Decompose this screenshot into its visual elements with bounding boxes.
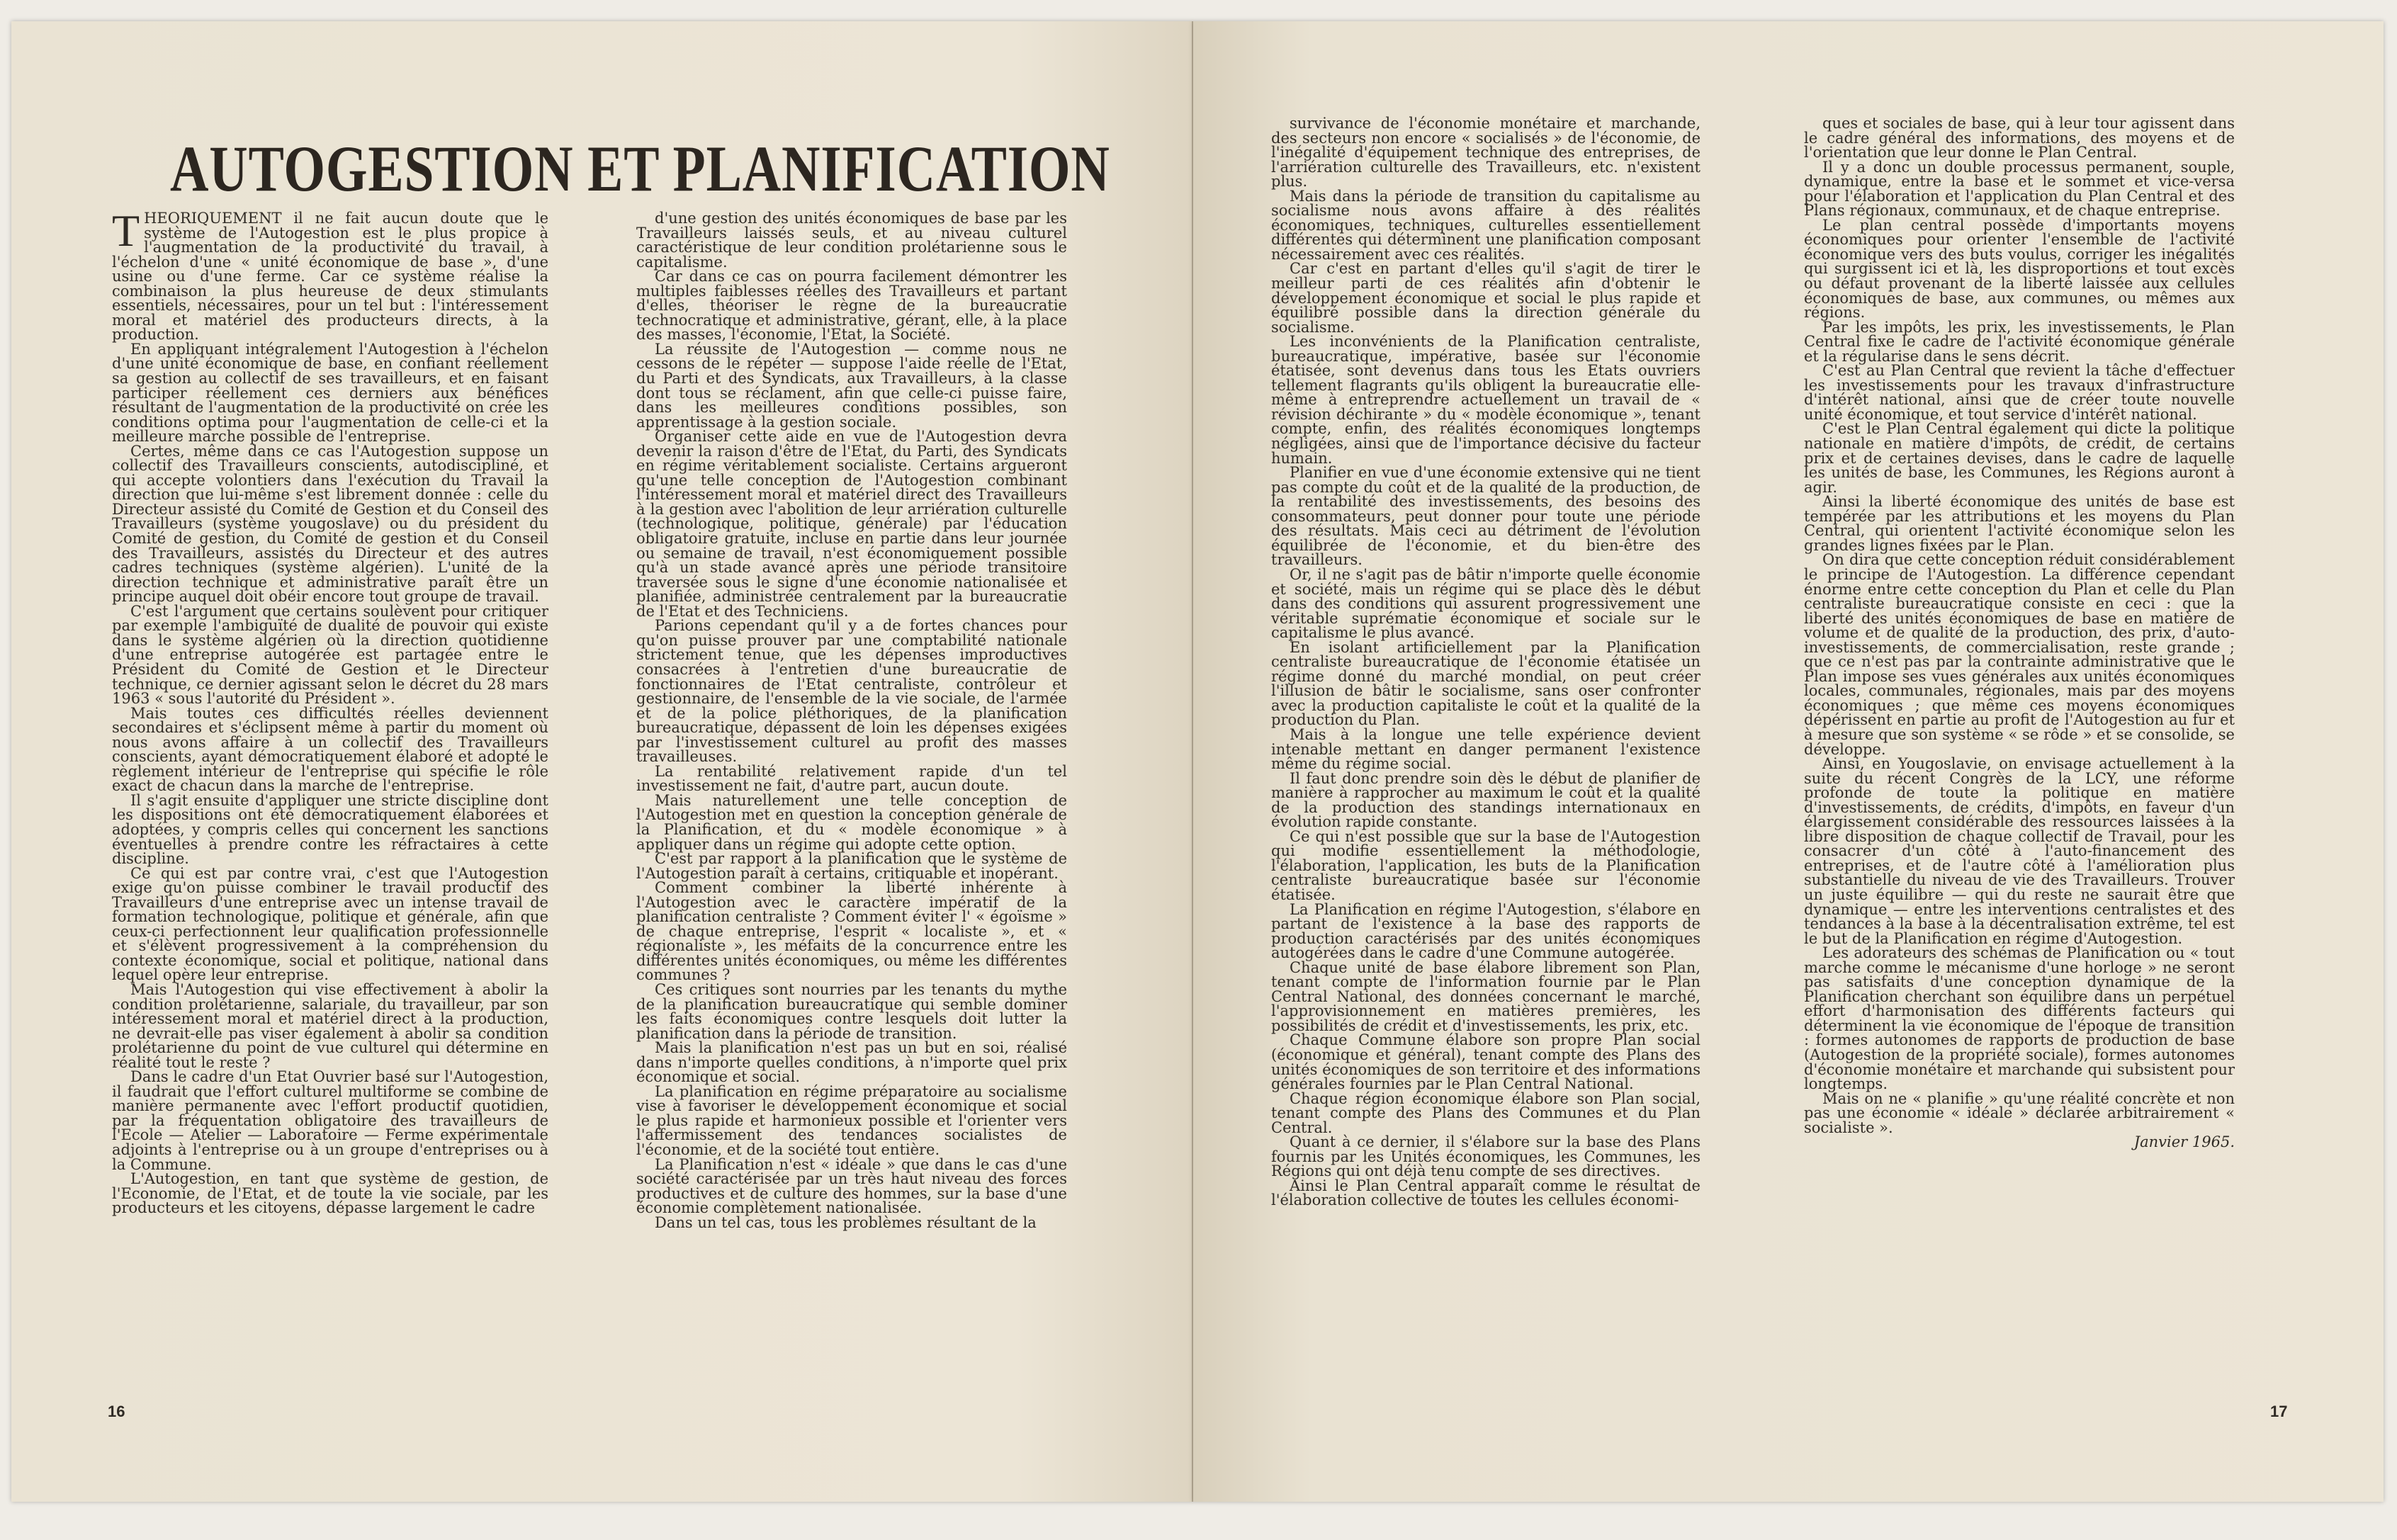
- paragraph: ques et sociales de base, qui à leur tour agissent dans le cadre général des informations, des moyens et de l'orientation que leur donne le Plan Central.: [1804, 115, 2235, 162]
- paragraph: L'Autogestion, en tant que système de gestion, de l'Economie, de l'Etat, et de toute la vie sociale, par les producteurs et les citoyens, dépasse largement le cadre: [112, 1170, 548, 1217]
- paragraph: On dira que cette conception réduit considérablement le principe de l'Autogestion. La différence cependant énorme entre cette conception du Plan et celle du Plan centraliste bureaucratique consiste en ceci : que la liberté des unités économiques de base en matière de volume et de qualité de la production, des prix, d'auto-investissements, de commercialisation, reste grande ; que ce n'est pas par la contrainte administrative que le Plan impose ses vues générales aux unités économiques locales, communales, régionales, mais par des moyens économiques ; que même ces moyens économiques dépérissent en partie au profit de l'Autogestion au fur et à mesure que son système « se rôde » et se consolide, se développe.: [1804, 551, 2235, 758]
- paragraph: Comment combiner la liberté inhérente à l'Autogestion avec le caractère impératif de la planification centraliste ? Comment éviter l' « égoïsme » de chaque entreprise, l'esprit « localiste », et « régionaliste », les méfaits de la concurrence entre les différentes unités économiques, ou même les différentes communes ?: [636, 879, 1067, 984]
- paragraph: Certes, même dans ce cas l'Autogestion suppose un collectif des Travailleurs conscients, autodiscipliné, et qui accepte volontiers dans l'exécution du Travail la direction que lui-même s'est librement donnée : celle du Directeur assisté du Comité de Gestion et du Conseil des Travailleurs (système yougoslave) ou du président du Comité de gestion, du Comité de gestion et du Conseil des Travailleurs, assistés du Directeur et des autres cadres techniques (système algérien). L'unité de la direction technique et administrative paraît être un principe auquel doit obéir encore tout groupe de travail.: [112, 442, 548, 606]
- paragraph: Organiser cette aide en vue de l'Autogestion devra devenir la raison d'être de l'Etat, du Parti, des Syndicats en régime véritablement socialiste. Certains argueront qu'une telle conception de l'Autogestion combinant l'intéressement moral et matériel direct des Travailleurs à la gestion avec l'abolition de leur arriération culturelle (technologique, politique, générale) par l'éducation obligatoire gratuite, incluse en partie dans leur journée ou semaine de travail, n'est économiquement possible qu'à un stade avancé après une période transitoire traversée sous le signe d'une économie nationalisée et planifiée, administrée centralement par la bureaucratie de l'Etat et des Techniciens.: [636, 428, 1067, 620]
- paragraph: d'une gestion des unités économiques de base par les Travailleurs laissés seuls, et au niveau culturel caractéristique de leur condition prolétarienne sous le capitalisme.: [636, 210, 1067, 271]
- paragraph: En appliquant intégralement l'Autogestion à l'échelon d'une unité économique de base, en confiant réellement sa gestion au collectif de ses travailleurs, et en faisant participer réellement ces derniers aux bénéfices résultant de l'augmentation de la productivité on crée les conditions optima pour l'augmentation de celle-ci et la meilleure marche possible de l'entreprise.: [112, 340, 548, 446]
- paragraph: Mais naturellement une telle conception de l'Autogestion met en question la conception générale de la Planification, et du « modèle économique » à appliquer dans un régime qui adopte cette option.: [636, 791, 1067, 853]
- paragraph: Ces critiques sont nourries par les tenants du mythe de la planification bureaucratique qui semble dominer les faits économiques contre lesquels doit lutter la planification dans la période de transition.: [636, 980, 1067, 1042]
- paragraph: Planifier en vue d'une économie extensive qui ne tient pas compte du coût et de la qualité de la production, de la rentabilité des investissements, des besoins des consommateurs, peut donner pour toute une période des résultats. Mais ceci au détriment de l'évolution équilibrée de l'économie, et du bien-être des travailleurs.: [1271, 464, 1701, 569]
- paragraph: Chaque Commune élabore son propre Plan social (économique et général), tenant compte des Plans des unités économiques de son territoire et des informations générales fournies par le Plan Central National.: [1271, 1031, 1701, 1093]
- paragraph: Ce qui est par contre vrai, c'est que l'Autogestion exige qu'on puisse combiner le travail productif des Travailleurs d'une entreprise avec un intense travail de formation technologique, politique et générale, afin que ceux-ci perfectionnent leur qualification professionnelle et s'élèvent progressivement à la compréhension du contexte économique, social et politique, national dans lequel opère leur entreprise.: [112, 864, 548, 984]
- paragraph: C'est au Plan Central que revient la tâche d'effectuer les investissements pour les travaux d'infrastructure d'intérêt national, ainsi que de créer toute nouvelle unité économique, et tout service d'intérêt national.: [1804, 362, 2235, 423]
- column-3: [1271, 116, 1701, 1208]
- paragraph: Mais dans la période de transition du capitalisme au socialisme nous avons affaire à des réalités économiques, techniques, culturelles essentiellement différentes qui déterminent une planification composant nécessairement avec ces réalités.: [1271, 187, 1701, 263]
- paragraph: Parions cependant qu'il y a de fortes chances pour qu'on puisse prouver par une comptabilité nationale strictement tenue, que les dépenses improductives consacrées à l'entretien d'une bureaucratie de fonctionnaires de l'Etat centraliste, contrôleur et gestionnaire, de l'ensemble de la vie sociale, de l'armée et de la police pléthoriques, de la planification bureaucratique, dépassent de loin les dépenses exigées par l'investissement culturel au profit des masses travailleuses.: [636, 617, 1067, 766]
- column-1: [112, 205, 548, 1217]
- paragraph: [112, 205, 548, 344]
- paragraph: survivance de l'économie monétaire et marchande, des secteurs non encore « socialisés » de l'économie, de l'inégalité d'équipement technique des entreprises, de l'arriération culturelle des Travailleurs, etc. n'existent plus.: [1271, 115, 1701, 191]
- paragraph: La Planification n'est « idéale » que dans le cas d'une société caractérisée par un très haut niveau des forces productives et de culture des hommes, sur la base d'une économie complètement nationalisée.: [636, 1155, 1067, 1217]
- paragraph: Le plan central possède d'importants moyens économiques pour orienter l'ensemble de l'activité économique vers des buts voulus, corriger les inégalités qui surgissent ici et là, les disproportions et tout excès ou défaut provenant de la liberté laissée aux cellules économiques de base, aux communes, ou mêmes aux régions.: [1804, 216, 2235, 322]
- drop-cap: T: [112, 205, 140, 256]
- signature-date: Janvier 1965.: [2133, 1133, 2235, 1151]
- page-number-left: 16: [108, 1403, 125, 1420]
- paragraph: Mais on ne « planifie » qu'une réalité concrète et non pas une économie « idéale » déclarée arbitrairement « socialiste ».: [1804, 1089, 2235, 1136]
- paragraph: En isolant artificiellement par la Planification centraliste bureaucratique de l'économie étatisée un régime donné du marché mondial, on peut créer l'illusion de bâtir le socialisme, sans oser confronter avec la production capitaliste le coût et la qualité de la production du Plan.: [1271, 638, 1701, 729]
- page-right: [1193, 21, 2384, 1502]
- paragraph: La Planification en régime l'Autogestion, s'élabore en partant de l'existence à la base des rapports de production caractérisés par des unités économiques autogérées dans le cadre d'une Commune autogérée.: [1271, 900, 1701, 962]
- page-left: [11, 21, 1193, 1502]
- paragraph: Car dans ce cas on pourra facilement démontrer les multiples faiblesses réelles des Travailleurs et partant d'elles, théoriser le règne de la bureaucratie technocratique et administrative, gérant, elle, à la place des masses, l'économie, l'Etat, la Société.: [636, 268, 1067, 344]
- paragraph: Les adorateurs des schémas de Planification ou « tout marche comme le mécanisme d'une horloge » ne seront pas satisfaits d'une conception dynamique de la Planification cherchant son équilibre dans un perpétuel effort d'harmonisation des différents facteurs qui déterminent la vie économique de l'époque de transition : formes autonomes de rapports de production de base (Autogestion de la propriété sociale), formes autonomes d'économie monétaire et marchande qui subsistent pour longtemps.: [1804, 944, 2235, 1093]
- paragraph: C'est par rapport à la planification que le système de l'Autogestion paraît à certains, critiquable et inopérant.: [636, 850, 1067, 882]
- paragraph: Ainsi la liberté économique des unités de base est tempérée par les attributions et les moyens du Plan Central, qui orientent l'activité économique selon les grandes lignes fixées par le Plan.: [1804, 493, 2235, 554]
- paragraph: Mais l'Autogestion qui vise effectivement à abolir la condition prolétarienne, salariale, du travailleur, par son intéressement moral et matériel direct à la production, ne devrait-elle pas viser également à abolir sa condition prolétarienne du point de vue culturel qui détermine en réalité tout le reste ?: [112, 980, 548, 1071]
- paragraph: C'est le Plan Central également qui dicte la politique nationale en matière d'impôts, de crédit, de certains prix et de certaines devises, dans le cadre de laquelle les unités de base, les Communes, les Régions auront à agir.: [1804, 420, 2235, 496]
- paragraph: La réussite de l'Autogestion — comme nous ne cessons de le répéter — suppose l'aide réelle de l'Etat, du Parti et des Syndicats, aux Travailleurs, à la classe dont tous se réclament, afin que celle-ci puisse faire, dans les meilleures conditions possibles, son apprentissage à la gestion sociale.: [636, 340, 1067, 431]
- page-number-right: 17: [2270, 1403, 2288, 1420]
- paragraph: C'est l'argument que certains soulèvent pour critiquer par exemple l'ambiguïté de dualité de pouvoir qui existe dans le système algérien où la direction quotidienne d'une entreprise autogérée est partagée entre le Président du Comité de Gestion et le Directeur technique, ce dernier agissant selon le décret du 28 mars 1963 « sous l'autorité du Président ».: [112, 602, 548, 708]
- paragraph: La planification en régime préparatoire au socialisme vise à favoriser le développement économique et social le plus rapide et harmonieux possible et l'orienter vers l'affermissement des tendances socialistes de l'économie, et de la société tout entière.: [636, 1082, 1067, 1158]
- paragraph: Car c'est en partant d'elles qu'il s'agit de tirer le meilleur parti de ces réalités afin d'obtenir le développement économique et social le plus rapide et équilibré possible dans la direction générale du socialisme.: [1271, 260, 1701, 336]
- paragraph: Ainsi le Plan Central apparaît comme le résultat de l'élaboration collective de toutes les cellules économi-: [1271, 1177, 1701, 1209]
- paragraph: La rentabilité relativement rapide d'un tel investissement ne fait, d'autre part, aucun doute.: [636, 762, 1067, 795]
- paragraph: Les inconvénients de la Planification centraliste, bureaucratique, impérative, basée sur l'économie étatisée, sont devenus dans tous les Etats ouvriers tellement flagrants qu'ils obligent la bureaucratie elle-même à entreprendre actuellement un travail de « révision déchirante » du « modèle économique », tenant compte, enfin, des réalités économiques longtemps négligées, ainsi que de l'importance décisive du facteur humain.: [1271, 333, 1701, 467]
- article-title: AUTOGESTION ET PLANIFICATION: [170, 132, 1110, 205]
- paragraph: Il faut donc prendre soin dès le début de planifier de manière à rapprocher au maximum le coût et la qualité de la production des standings internationaux en évolution rapide constante.: [1271, 769, 1701, 831]
- paragraph: Mais à la longue une telle expérience devient intenable mettant en danger permanent l'existence même du régime social.: [1271, 725, 1701, 773]
- paragraph: Dans un tel cas, tous les problèmes résultant de la: [655, 1213, 1037, 1231]
- paragraph: Mais la planification n'est pas un but en soi, réalisé dans n'importe quelles conditions, à n'importe quel prix économique et social.: [636, 1039, 1067, 1086]
- paragraph: Chaque unité de base élabore librement son Plan, tenant compte de l'information fournie par le Plan Central National, des données concernant le marché, l'approvisionnement en matières premières, les possibilités de crédit et d'investissements, les prix, etc.: [1271, 958, 1701, 1034]
- paragraph: Chaque région économique élabore son Plan social, tenant compte des Plans des Communes et du Plan Central.: [1271, 1089, 1701, 1136]
- paragraph: Il y a donc un double processus permanent, souple, dynamique, entre la base et le sommet et vice-versa pour l'élaboration et l'application du Plan Central et des Plans régionaux, communaux, et de chaque entreprise.: [1804, 158, 2235, 220]
- column-4: [1804, 116, 2235, 1150]
- paragraph-text: HEORIQUEMENT il ne fait aucun doute que le système de l'Autogestion est le plus propice à l'augmentation de la productivité du travail, à l'échelon d'une « unité économique de base », d'une usine ou d'une ferme. Car ce système réalise la combinaison la plus heureuse de deux stimulants essentiels, nécessaires, pour un tel but : l'intéressement moral et matériel des producteurs directs, à la production.: [112, 210, 548, 344]
- paragraph: Mais toutes ces difficultés réelles deviennent secondaires et s'éclipsent même à partir du moment où nous avons affaire à un collectif des Travailleurs conscients, ayant démocratiquement élaboré et adopté le règlement intérieur de l'entreprise qui spécifie le rôle exact de chacun dans la marche de l'entreprise.: [112, 704, 548, 795]
- paragraph: Ce qui n'est possible que sur la base de l'Autogestion qui modifie essentiellement la méthodologie, l'élaboration, l'application, les buts de la Planification centraliste bureaucratique basée sur l'économie étatisée.: [1271, 827, 1701, 903]
- paragraph: Par les impôts, les prix, les investissements, le Plan Central fixe le cadre de l'activité économique générale et la régularise dans le sens décrit.: [1804, 318, 2235, 365]
- paragraph: Quant à ce dernier, il s'élabore sur la base des Plans fournis par les Unités économiques, les Communes, les Régions qui ont déjà tenu compte de ses directives.: [1271, 1133, 1701, 1180]
- column-2: [636, 211, 1067, 1230]
- paragraph: Il s'agit ensuite d'appliquer une stricte discipline dont les dispositions ont été démocratiquement élaborées et adoptées, y compris celles qui concernent les sanctions éventuelles à prendre contre les réfractaires à cette discipline.: [112, 791, 548, 868]
- paragraph: Ainsi, en Yougoslavie, on envisage actuellement à la suite du récent Congrès de la LCY, une réforme profonde de toute la politique en matière d'investissements, de crédits, d'impôts, en faveur d'un élargissement considérable des ressources laissées à la libre disposition de chaque collectif de Travail, pour les consacrer d'un côté à l'auto-financement des entreprises, et de l'autre côté à l'amélioration plus substantielle du niveau de vie des Travailleurs. Trouver un juste équilibre — qui du reste ne saurait être que dynamique — entre les interventions centralistes et des tendances à la base à la décentralisation extrême, tel est le but de la Planification en régime d'Autogestion.: [1804, 755, 2235, 947]
- paragraph: Dans le cadre d'un Etat Ouvrier basé sur l'Autogestion, il faudrait que l'effort culturel multiforme se combine de manière permanente avec l'effort productif quotidien, par la fréquentation obligatoire des travailleurs de l'Ecole — Atelier — Laboratoire — Ferme expérimentale adjoints à l'entreprise ou à un groupe d'entreprises ou à la Commune.: [112, 1068, 548, 1173]
- paragraph: Or, il ne s'agit pas de bâtir n'importe quelle économie et société, mais un régime qui se place dès le début dans des conditions qui assurent progressivement une véritable suprématie économique et sociale sur le capitalisme le plus avancé.: [1271, 565, 1701, 642]
